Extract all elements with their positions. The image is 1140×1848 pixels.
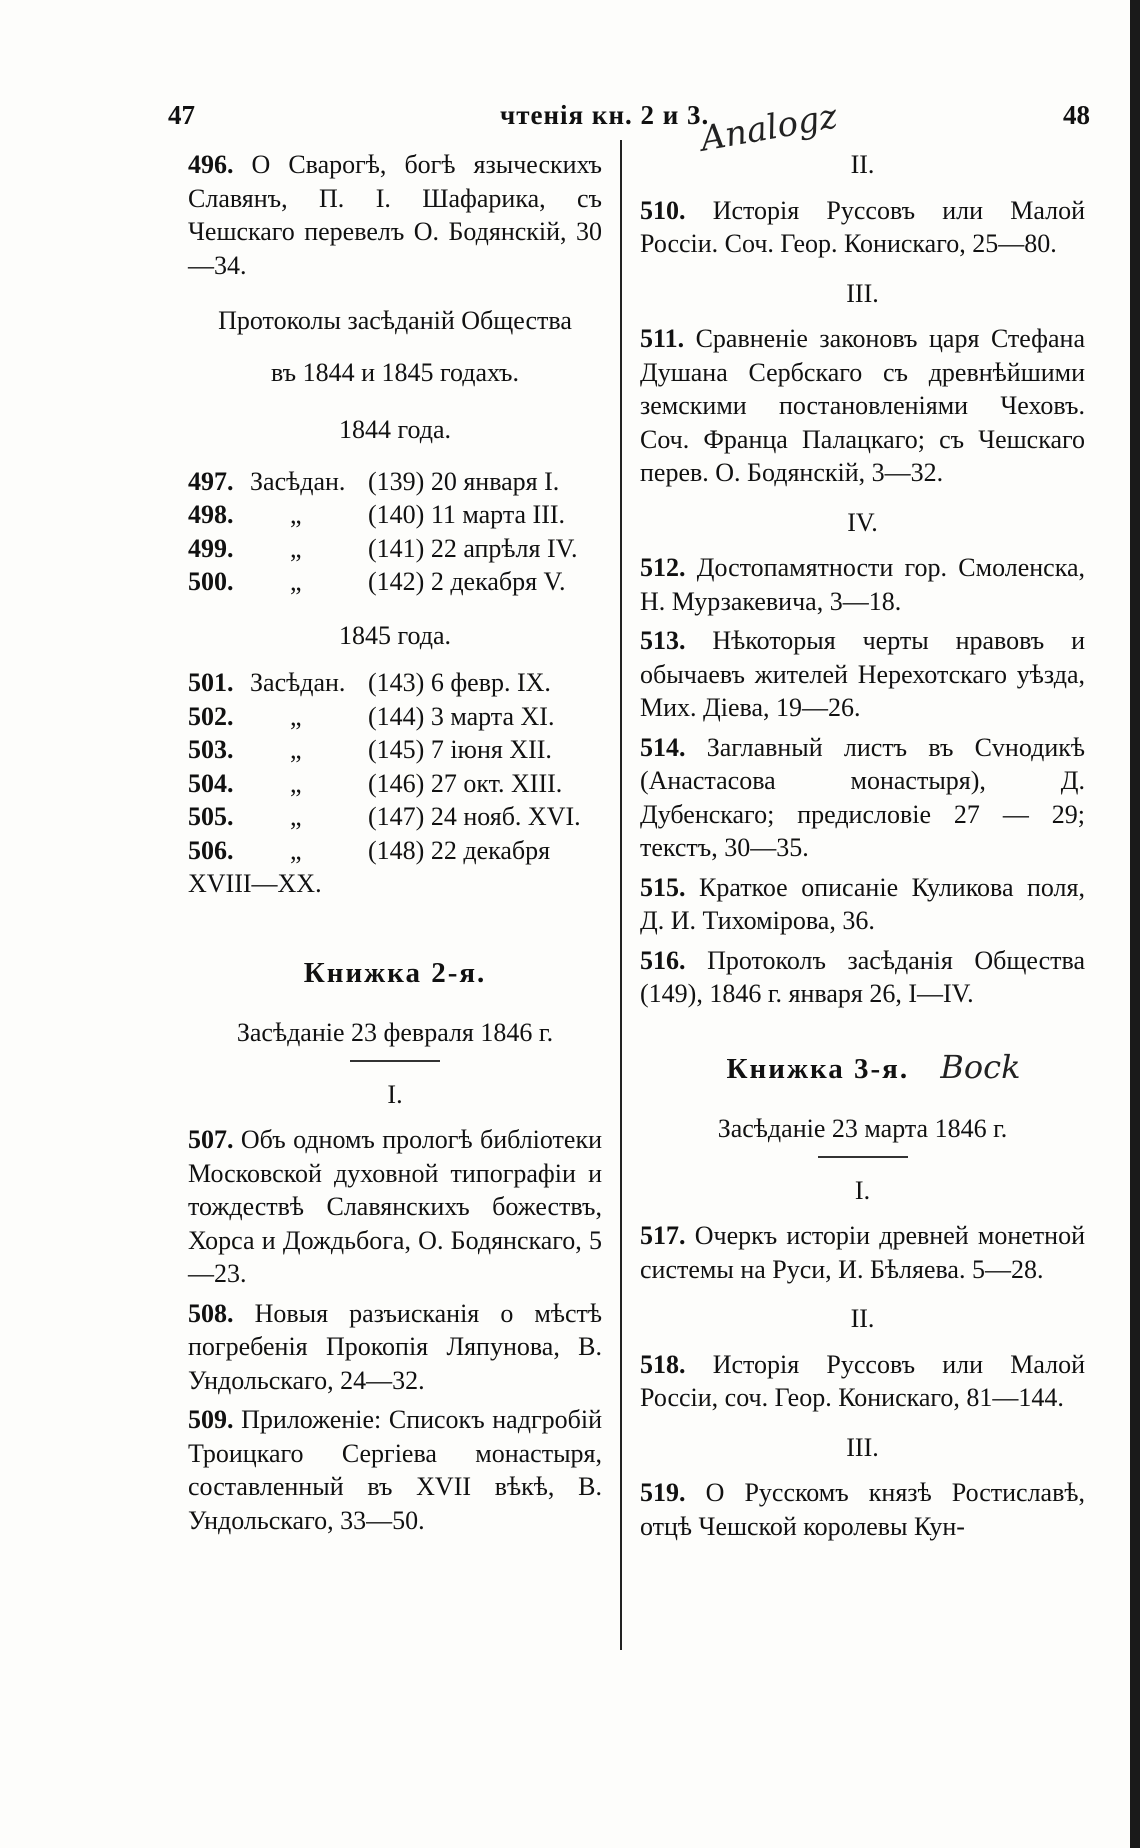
handwritten-annotation: Analogz bbox=[697, 96, 841, 160]
entry-509: 509. Приложеніе: Списокъ надгробій Троицкаго Сергіева монастыря, составленный въ XVII вѣкѣ, В. Ундольскаго, 33—50. bbox=[188, 1405, 602, 1535]
year-heading-1844: 1844 года. bbox=[338, 415, 452, 444]
protocols-subheading: въ 1844 и 1845 годахъ. bbox=[271, 357, 519, 387]
meetings-1844 bbox=[188, 465, 602, 599]
book-3-label: Книжка 3-я. bbox=[726, 1052, 910, 1085]
section-roman: I. bbox=[854, 1175, 871, 1205]
running-header bbox=[160, 100, 1090, 140]
entry-515: 515. Краткое описаніе Куликова поля, Д. И. Тихомірова, 36. bbox=[640, 872, 1085, 935]
section-roman: I. bbox=[387, 1079, 403, 1109]
section-roman: III. bbox=[846, 1432, 879, 1462]
entry-514: 514. Заглавный листъ въ Сvнодикѣ (Анастасова монастыря), Д. Дубенскаго; предисловіе 27 — 29; текстъ, 30—35. bbox=[640, 732, 1085, 862]
meeting-row: 498. „ (140) 11 марта III. bbox=[188, 500, 566, 529]
year-heading-1845: 1845 года. bbox=[338, 620, 452, 650]
left-page-number: 47 bbox=[168, 100, 195, 130]
meeting-row-tail: XVIII—XX. bbox=[188, 869, 322, 898]
entry-511: 511. Сравненіе законовъ царя Стефана Душана Сербскаго съ древнѣйшими земскими постановленіями Чеховъ. Соч. Франца Палацкаго; съ Чешскаго перев. О. Бодянскій, 3—32. bbox=[640, 324, 1085, 487]
meeting-row: 501. Засѣдан. (143) 6 февр. IX. bbox=[188, 668, 551, 697]
left-column bbox=[188, 148, 602, 1543]
meeting-row: 497. Засѣдан. (139) 20 января I. bbox=[188, 466, 560, 496]
book-2-heading: Книжка 2-я. bbox=[303, 956, 487, 989]
section-roman: II. bbox=[850, 1304, 875, 1333]
entry-519: 519. О Русскомъ князѣ Ростиславѣ, отцѣ Чешской королевы Кун- bbox=[640, 1478, 1085, 1541]
meetings-1845 bbox=[188, 666, 602, 901]
protocols-heading: Протоколы засѣданій Общества bbox=[218, 306, 572, 335]
entry-508: 508. Новыя разъисканія о мѣстѣ погребенія Прокопія Ляпунова, В. Ундольскаго, 24—32. bbox=[188, 1298, 602, 1395]
column-divider bbox=[620, 140, 622, 1650]
entry-513: 513. Нѣкоторыя черты нравовъ и обычаевъ жителей Нерехотскаго уѣзда, Мих. Діева, 19—26. bbox=[640, 626, 1085, 722]
handwritten-annotation: Bock bbox=[940, 1047, 1021, 1086]
entry-496: 496. О Сварогѣ, богѣ языческихъ Славянъ, П. І. Шафарика, съ Чешскаго перевелъ О. Бодянскій, 30—34. bbox=[188, 150, 602, 280]
meeting-row: 506. „ (148) 22 декабря bbox=[188, 835, 551, 865]
session-heading: Засѣданіе 23 февраля 1846 г. bbox=[236, 1018, 554, 1047]
rule bbox=[818, 1156, 908, 1158]
entry-512: 512. Достопамятности гор. Смоленска, Н. Мурзакевича, 3—18. bbox=[640, 553, 1085, 616]
right-column bbox=[640, 148, 1085, 1549]
entry-510: 510. Исторія Руссовъ или Малой Россіи. Соч. Геор. Конискаго, 25—80. bbox=[640, 195, 1085, 258]
section-roman: IV. bbox=[847, 507, 878, 537]
meeting-row: 505. „ (147) 24 нояб. XVI. bbox=[188, 802, 581, 831]
meeting-row: 502. „ (144) 3 марта XI. bbox=[188, 701, 555, 731]
meeting-row: 499. „ (141) 22 апрѣля IV. bbox=[188, 533, 578, 563]
book-3-heading bbox=[640, 1047, 1085, 1087]
section-roman: II. bbox=[850, 150, 875, 179]
meeting-row: 504. „ (146) 27 окт. XIII. bbox=[188, 768, 563, 798]
scan-edge bbox=[1130, 0, 1140, 1848]
entry-517: 517. Очеркъ исторіи древней монетной системы на Руси, И. Бѣляева. 5—28. bbox=[640, 1221, 1085, 1284]
entry-507: 507. Объ одномъ прологѣ библіотеки Московской духовной типографіи и тождествѣ Славянскихъ божествъ, Хорса и Дождьбога, О. Бодянскаго, 5—23. bbox=[188, 1125, 602, 1288]
entry-516: 516. Протоколъ засѣданія Общества (149), 1846 г. января 26, I—IV. bbox=[640, 945, 1085, 1008]
session-heading: Засѣданіе 23 марта 1846 г. bbox=[717, 1114, 1008, 1143]
section-roman: III. bbox=[846, 278, 879, 308]
meeting-row: 500. „ (142) 2 декабря V. bbox=[188, 567, 566, 596]
meeting-row: 503. „ (145) 7 іюня XII. bbox=[188, 735, 552, 764]
entry-518: 518. Исторія Руссовъ или Малой Россіи, соч. Геор. Конискаго, 81—144. bbox=[640, 1349, 1085, 1412]
running-title: чтенія кн. 2 и 3. bbox=[500, 100, 710, 130]
right-page-number: 48 bbox=[1063, 100, 1090, 130]
rule bbox=[350, 1060, 440, 1062]
